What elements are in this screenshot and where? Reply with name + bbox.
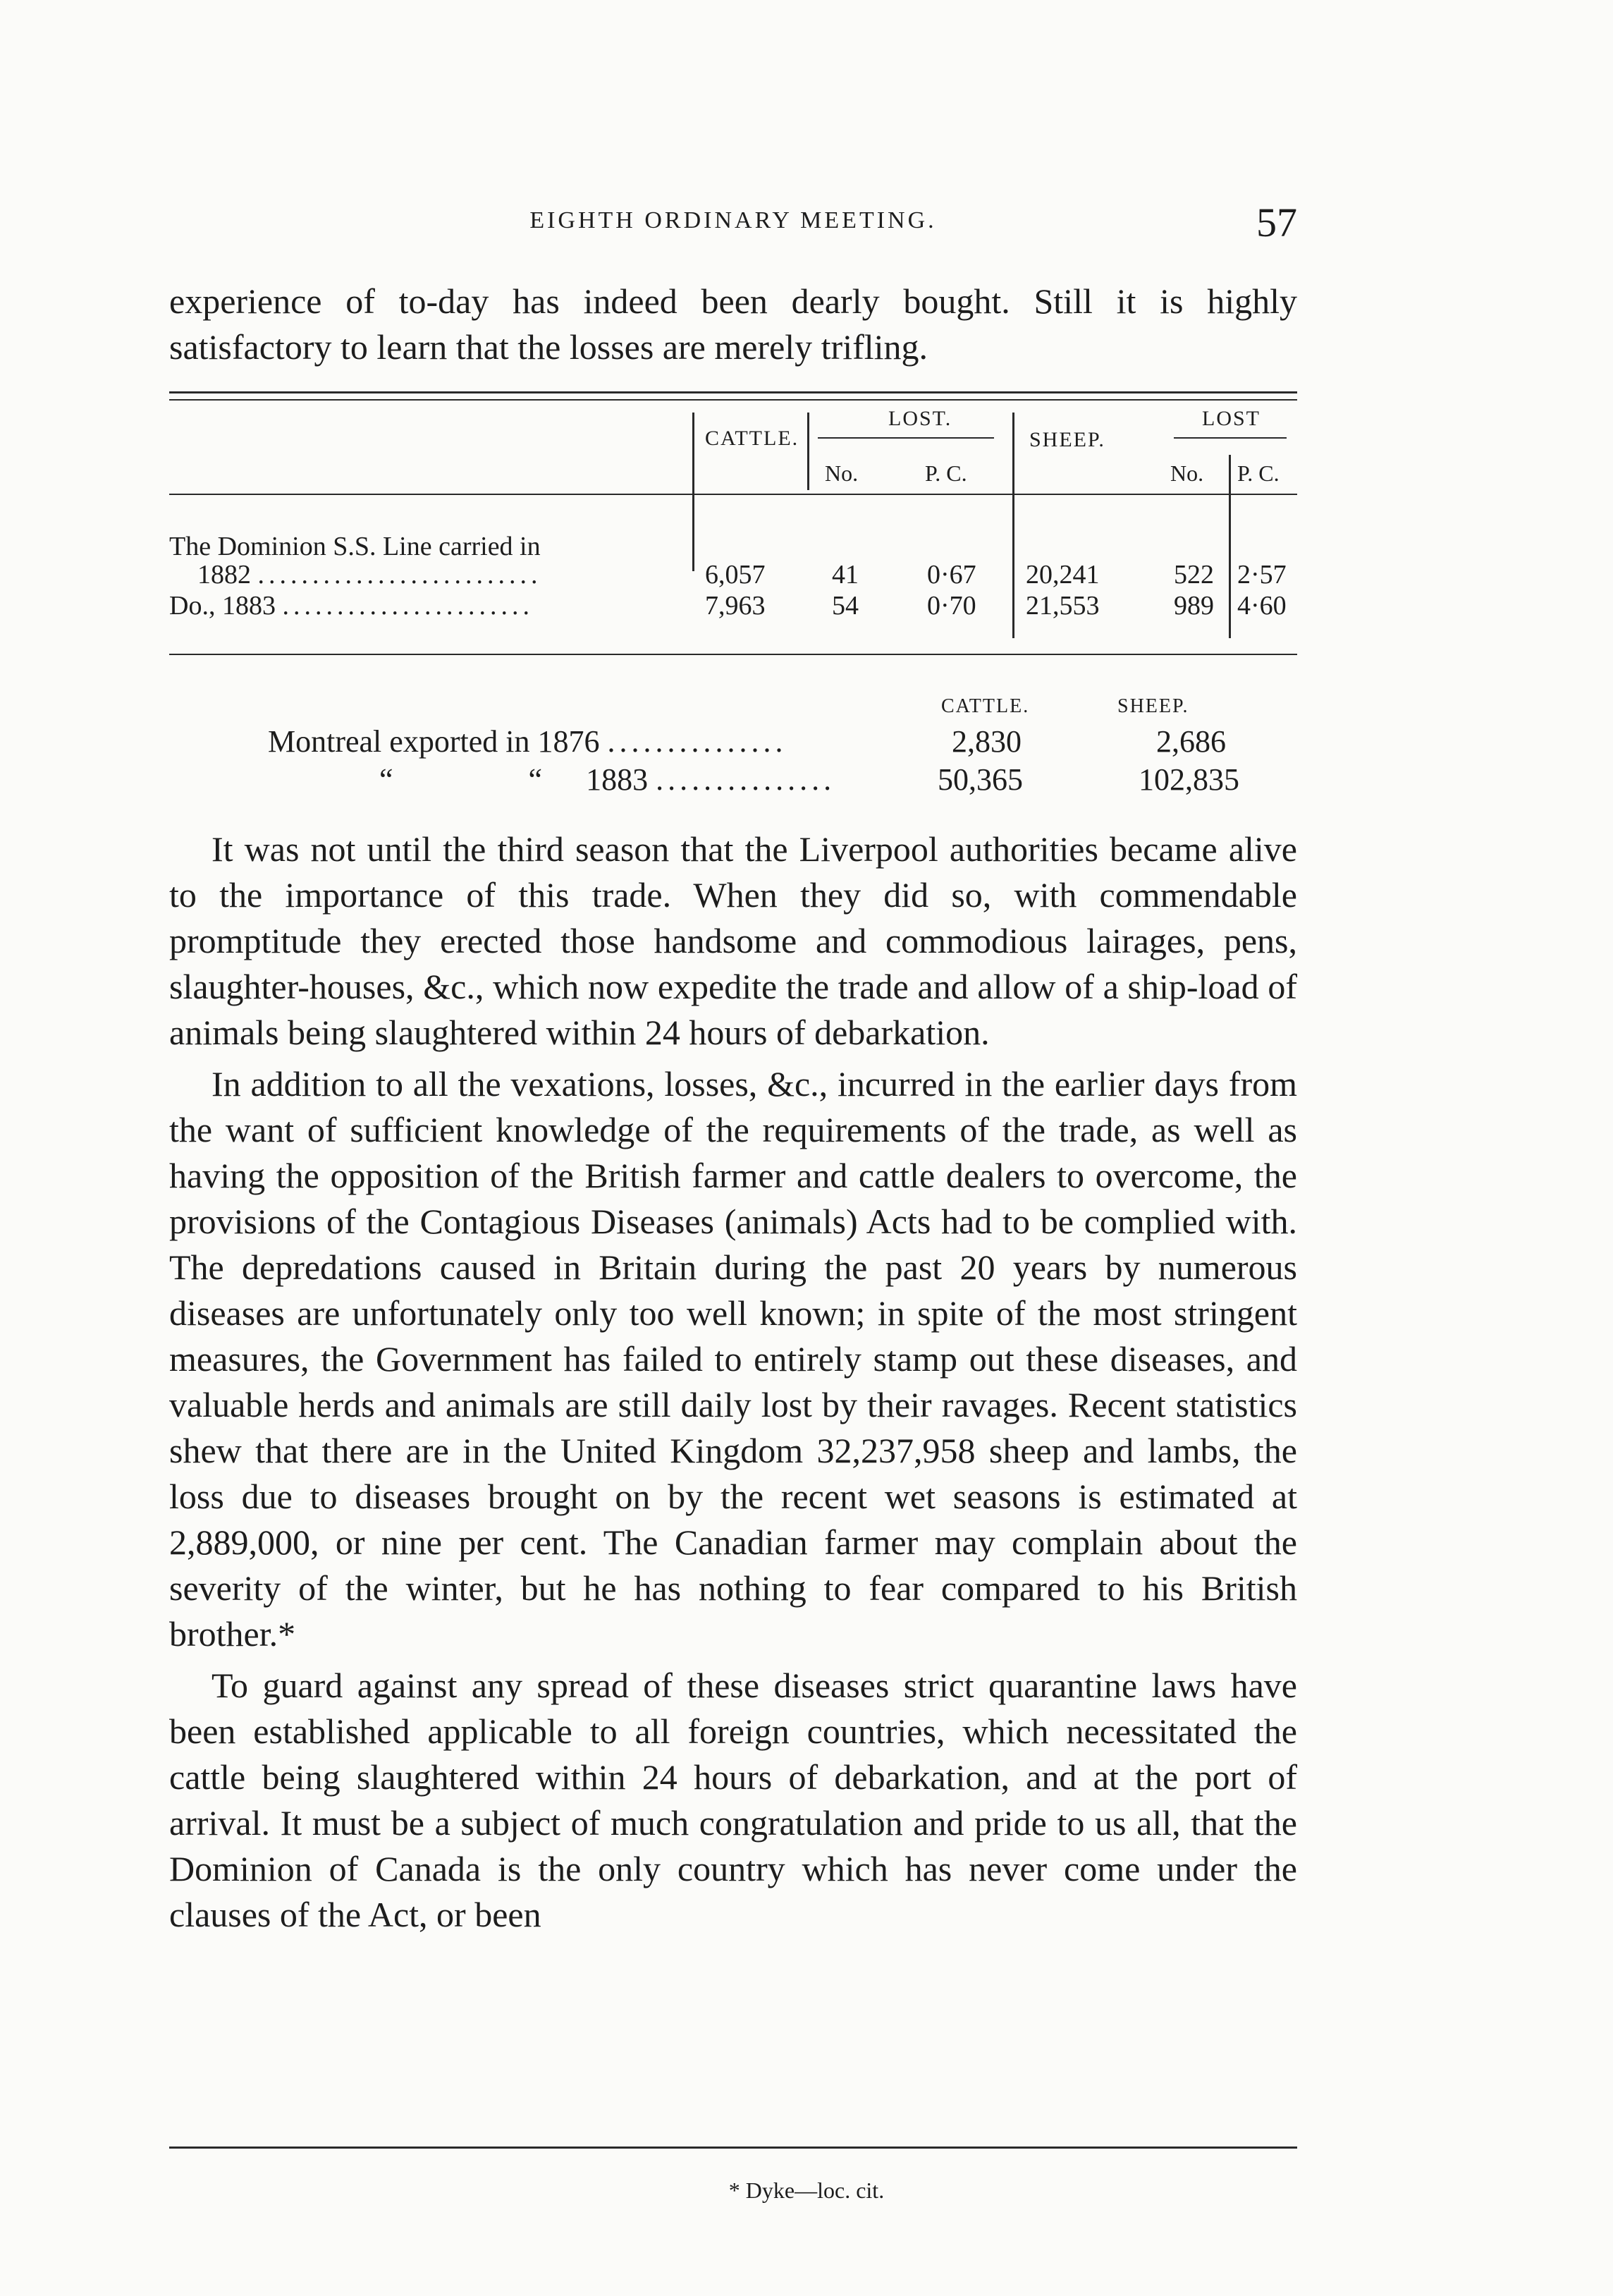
row-label: Montreal exported in 1876 bbox=[268, 724, 600, 759]
row-1883-sheep-lost-pc: 4·60 bbox=[1237, 591, 1287, 621]
row-1883-label bbox=[169, 590, 534, 621]
export-table bbox=[169, 691, 1297, 804]
row-1882-sheep: 20,241 bbox=[1026, 560, 1100, 590]
export-row-1883-sheep: 102,835 bbox=[1139, 762, 1239, 797]
body-paragraph: In addition to all the vexations, losses, &c., incurred in the earlier days from the want of sufficient knowledge of the requirements of the trade, as well as having the opposition of the British farmer and cattle dealers to overcome, the provisions of the Contagious Diseases (animals) Acts had to be complied with. The depredations caused in Britain during the past 20 years by numerous diseases are unfortunately only too well known; in spite of the most stringent measures, the Government has failed to entirely stamp out these diseases, and valuable herds and animals are still daily lost by their ravages. Recent statistics shew that there are in the United Kingdom 32,237,958 sheep and lambs, the loss due to diseases brought on by the recent wet seasons is estimated at 2,889,000, or nine per cent. The Canadian farmer may complain about the severity of the winter, but he has nothing to fear compared to his British brother.* bbox=[169, 1064, 1297, 1654]
row-1882-cattle-lost-pc: 0·67 bbox=[927, 560, 976, 590]
running-head bbox=[169, 200, 1297, 245]
header-lost-sheep: LOST bbox=[1202, 407, 1261, 430]
export-row-1876-sheep: 2,686 bbox=[1156, 724, 1226, 759]
row-year: 1883 bbox=[586, 762, 649, 797]
body-paragraph: It was not until the third season that the Liverpool authorities became alive to the importance of this trade. When they did so, with commendable promptitude they erected those handsome and commodious lairages, pens, slaughter-houses, &c., which now expedite the trade and allow of a ship-load of animals being slaughtered within 24 hours of debarkation. bbox=[169, 829, 1297, 1052]
header-sheep-pc: P. C. bbox=[1237, 460, 1280, 486]
header-lost-cattle: LOST. bbox=[888, 407, 952, 430]
page-number: 57 bbox=[1256, 200, 1297, 245]
export-row-1883-label bbox=[379, 762, 835, 798]
row-1882-sheep-lost-no: 522 bbox=[1174, 560, 1214, 590]
header-cattle-no: No. bbox=[825, 460, 859, 486]
header-sheep: SHEEP. bbox=[1029, 428, 1105, 451]
lead-text-block bbox=[169, 279, 1297, 370]
ditto-mark: “ bbox=[528, 762, 543, 797]
table-bottom-rule bbox=[169, 654, 1297, 655]
export-header-cattle: CATTLE. bbox=[941, 695, 1030, 717]
footnote-rule bbox=[169, 2147, 1297, 2149]
header-bottom-rule bbox=[169, 494, 1297, 495]
column-divider bbox=[1229, 455, 1231, 638]
row-1883-sheep-lost-no: 989 bbox=[1174, 591, 1214, 621]
lost-cattle-underline bbox=[818, 437, 994, 439]
row-1883-sheep: 21,553 bbox=[1026, 591, 1100, 621]
dot-leader: ............... bbox=[607, 724, 787, 759]
dot-leader: ............... bbox=[656, 762, 836, 797]
column-divider bbox=[807, 413, 809, 490]
row-label: Do., 1883 bbox=[169, 591, 276, 621]
running-title: EIGHTH ORDINARY MEETING. bbox=[529, 207, 937, 233]
ditto-mark: “ bbox=[379, 762, 393, 797]
body-text-block bbox=[169, 826, 1297, 1938]
column-divider bbox=[692, 413, 694, 571]
column-divider bbox=[1012, 413, 1014, 638]
export-row-1876-label bbox=[268, 723, 787, 759]
export-header-sheep: SHEEP. bbox=[1117, 695, 1189, 717]
footnote: * Dyke—loc. cit. bbox=[728, 2178, 885, 2203]
header-cattle-pc: P. C. bbox=[925, 460, 967, 486]
row-1882-sheep-lost-pc: 2·57 bbox=[1237, 560, 1287, 590]
ship-losses-table bbox=[169, 391, 1297, 680]
row-1882-cattle-lost-no: 41 bbox=[832, 560, 859, 590]
row-label: 1882 bbox=[197, 560, 251, 590]
lead-paragraph: experience of to-day has indeed been dearly bought. Still it is highly satisfactory to learn that the losses are merely trifling. bbox=[169, 281, 1297, 367]
row-1882-cattle: 6,057 bbox=[705, 560, 766, 590]
row-1883-cattle: 7,963 bbox=[705, 591, 766, 621]
row-1883-cattle-lost-pc: 0·70 bbox=[927, 591, 976, 621]
row-1882-label bbox=[197, 559, 542, 590]
export-row-1876-cattle: 2,830 bbox=[952, 724, 1022, 759]
dot-leader: ....................... bbox=[282, 591, 534, 621]
row-1883-cattle-lost-no: 54 bbox=[832, 591, 859, 621]
header-cattle: CATTLE. bbox=[705, 427, 799, 450]
dot-leader: .......................... bbox=[257, 560, 542, 590]
header-sheep-no: No. bbox=[1170, 460, 1204, 486]
export-row-1883-cattle: 50,365 bbox=[938, 762, 1023, 797]
body-paragraph: To guard against any spread of these diseases strict quarantine laws have been established applicable to all foreign countries, which necessitated the cattle being slaughtered within 24 hours of debarkation, and at the port of arrival. It must be a subject of much congratulation and pride to us all, that the Dominion of Canada is the only country which has never come under the clauses of the Act, or been bbox=[169, 1666, 1297, 1934]
lost-sheep-underline bbox=[1174, 437, 1287, 439]
row-intro-label: The Dominion S.S. Line carried in bbox=[169, 532, 541, 561]
